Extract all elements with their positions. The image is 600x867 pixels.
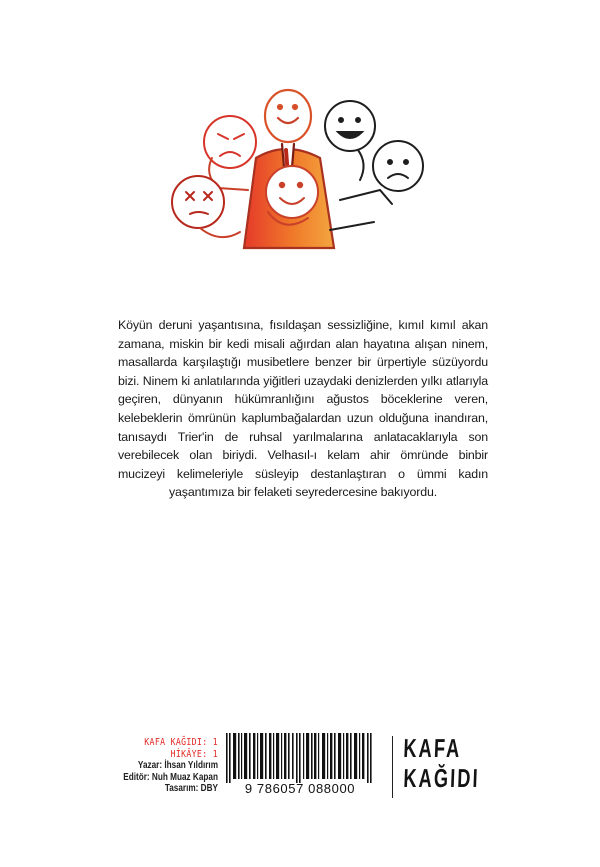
author-credit: Yazar: İhsan Yıldırım [137,760,218,772]
credits-block [106,737,218,795]
masks-illustration-graphic [160,80,450,255]
story-number: HİKÂYE: 1 [170,748,218,760]
kafa-kagidi-logo [404,733,490,801]
isbn-barcode [222,733,378,799]
masks-illustration [160,80,450,255]
dizzy-mask [172,176,240,237]
editor-credit: Editör: Nuh Muaz Kapan [123,771,218,783]
sad-mask [330,141,423,230]
series-number: KAFA KAĞIDI: 1 [144,737,218,748]
grin-mask [325,101,375,180]
logo-line-bottom: KAĞIDI [402,763,481,793]
logo-line-top: KAFA [402,733,462,763]
isbn-number: 9 786057 088000 [244,781,356,796]
design-credit: Tasarım: DBY [164,783,218,795]
barcode-bars [222,733,378,783]
back-cover-blurb: Köyün deruni yaşantısına, fısıldaşan sessizliğine, kımıl kımıl akan zamana, miskin bir kedi misali ağırdan alan hayatına alışan ninem, masallarda karşılaştığı musibetlere benzer bir ürpertiyle süzüyordu bizi. Ninem ki anlatılarında yiğitleri uzaydaki denizlerden yılkı atlarıyla geçiren, dünyanın hükümranlığını ağustos böceklerine veren, kelebeklerin ömrünün kaplumbağalardan uzun olduğuna inandıran, tanısaydı Trier'in de ruhsal yarılmalarına anlatacaklarıyla son verebilecek olan biriydi. Velhasıl-ı kelam ahir ömründe binbir mucizeyi kelimeleriyle süsleyip destanlaştıran o ümmi kadın yaşantımıza bir felaketi seyredercesine bakıyordu. [118,318,488,500]
logo-divider [392,736,393,798]
